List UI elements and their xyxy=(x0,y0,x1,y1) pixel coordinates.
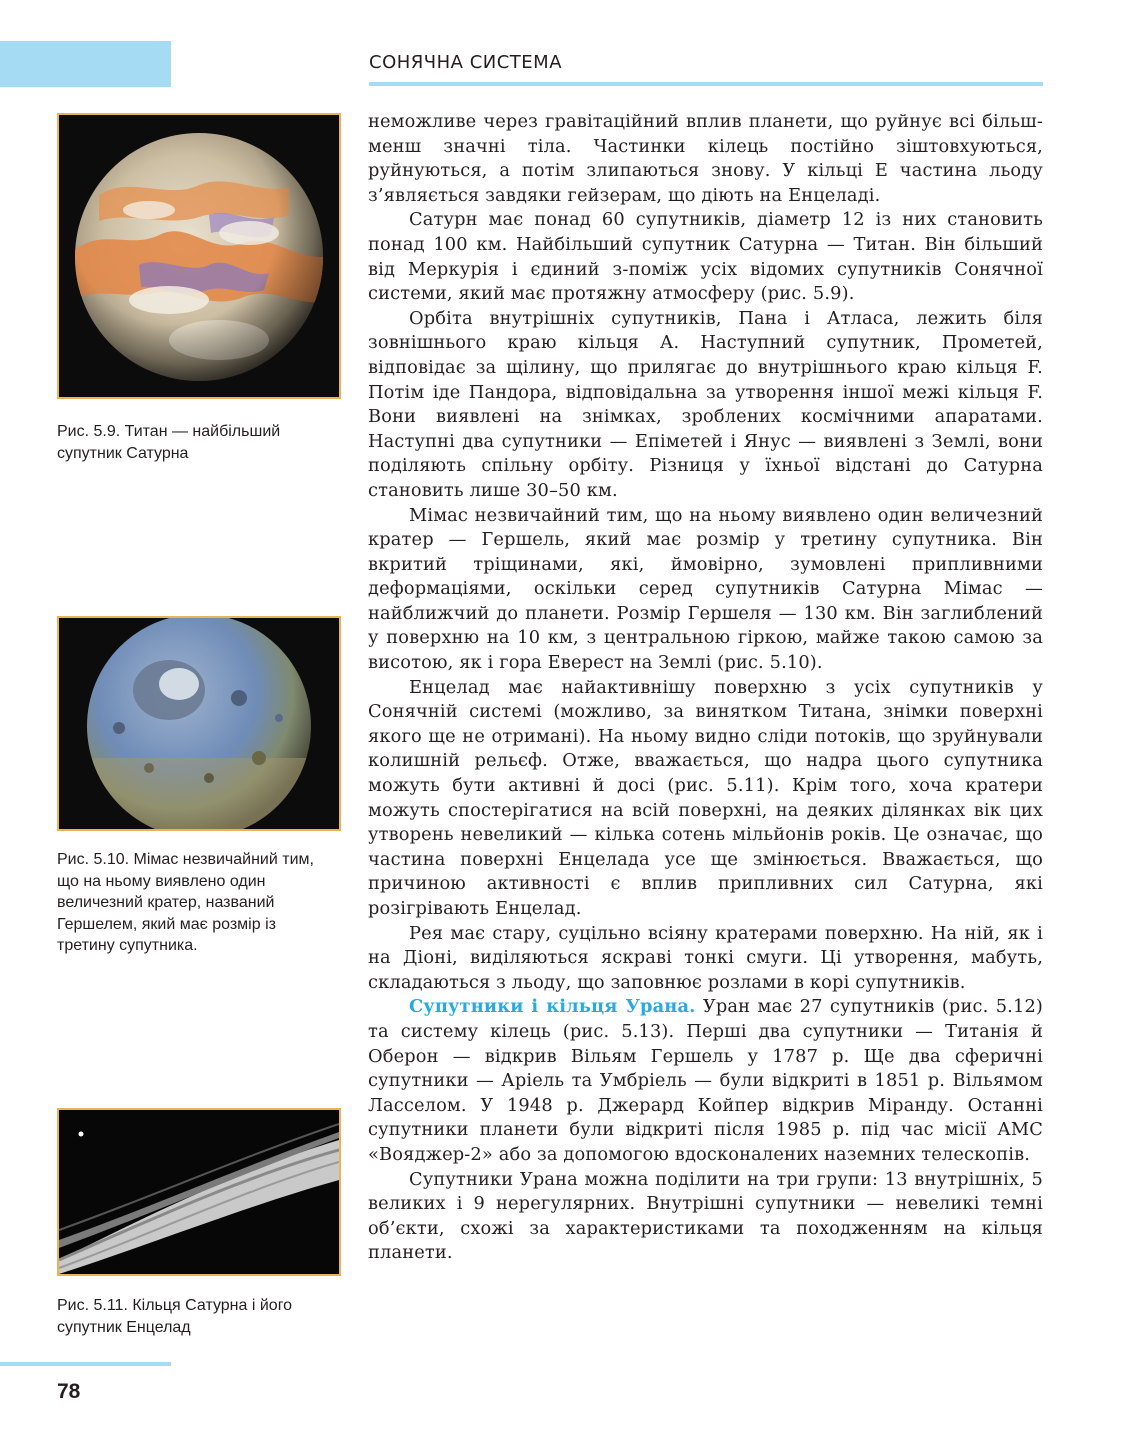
uranus-heading: Супутники і кільця Урана. xyxy=(409,996,696,1018)
main-text xyxy=(368,110,1043,1266)
paragraph: неможливе через гравітаційний вплив планети, що руйнує всі більш-менш значні тіла. Частинки кілець постійно зіштовхуються, руйнуються, а потім злипаються знову. У кільці Е частина льоду з’являється завдяки гейзерам, що діють на Енцеладі. xyxy=(368,111,1043,206)
uranus-paragraph xyxy=(368,995,1043,1167)
paragraph: Рея має стару, суцільно всіяну кратерами поверхню. На ній, як і на Діоні, виділяються яскраві тонкі смуги. Ці утворення, мабуть, складаються з льоду, що заповнює розлами в корі супутників. xyxy=(368,922,1043,993)
paragraph: Сатурн має понад 60 супутників, діаметр 12 із них становить понад 100 км. Найбільший супутник Сатурна — Титан. Він більший від Меркурія і єдиний з-поміж усіх відомих супутників Сонячної системи, який має протяжну атмосферу (рис. 5.9). xyxy=(368,209,1043,305)
footer-rule xyxy=(0,1362,171,1366)
paragraph: Мімас незвичайний тим, що на ньому виявлено один величезний кратер — Гершель, який має розмір у третину супутника. Він вкритий тріщинами, які, ймовірно, зумовлені припливними деформаціями, оскільки серед супутників Сатурна Мімас — найближчий до планети. Розмір Гершеля — 130 км. Він заглиблений у поверхню на 10 км, з центральною гіркою, майже такою самою за висотою, як і гора Еверест на Землі (рис. 5.10). xyxy=(368,504,1043,674)
titan-image xyxy=(57,113,341,399)
uranus-paragraph-text: Уран має 27 супутників (рис. 5.12) та систему кілець (рис. 5.13). Перші два супутники — Титанія й Оберон — відкрив Вільям Гершель у 1787 р. Ще два сферичні супутники — Аріель та Умбріель — були відкриті в 1851 р. Вільямом Ласселом. У 1948 р. Джерард Койпер відкрив Міранду. Останні супутники планети були відкриті після 1985 р. під час місії АМС «Вояджер-2» або за допомогою вдосконалених наземних телескопів. xyxy=(368,996,1044,1165)
paragraph: Орбіта внутрішніх супутників, Пана і Атласа, лежить біля зовнішнього краю кільця А. Наступний супутник, Прометей, відповідає за щілину, що прилягає до внутрішнього краю кільця F. Потім іде Пандора, відповідальна за утворення іншої межі кільця F. Вони виявлені на знімках, зроблених космічними апаратами. Наступні два супутники — Епіметей і Янус — виявлені з Землі, вони поділяють спільну орбіту. Різниця у їхньої відстані до Сатурна становить лише 30–50 км. xyxy=(368,307,1043,501)
figure-caption: Рис. 5.10. Мімас незвичайний тим, що на ньому виявлено один величезний кратер, названий Гершелем, який має розмір із третину супутника. xyxy=(57,851,314,954)
header-rule xyxy=(369,82,1043,86)
saturn-rings-image xyxy=(57,1108,341,1276)
mimas-image xyxy=(57,616,341,831)
paragraph: Енцелад має найактивнішу поверхню з усіх супутників у Сонячній системі (можливо, за винятком Титана, знімки поверхні якого ще не отримані). На ньому видно сліди потоків, що зруйнували колишній рельєф. Отже, вважається, що надра цього супутника можуть бути активні й досі (рис. 5.11). Крім того, хоча кратери можуть спостерігатися на всій поверхні, на деяких ділянках вік цих утворень невеликий — кілька сотень мільйонів років. Це означає, що частина поверхні Енцелада усе ще змінюється. Вважається, що причиною активності є вплив припливних сил Сатурна, які розігрівають Енцелад. xyxy=(368,676,1043,919)
section-title: СОНЯЧНА СИСТЕМА xyxy=(369,52,563,73)
figure-caption: Рис. 5.9. Титан — найбільший супутник Сатурна xyxy=(57,423,281,462)
header-tab-decoration xyxy=(0,41,171,87)
page-number: 78 xyxy=(57,1380,81,1403)
paragraph: Супутники Урана можна поділити на три групи: 13 внутрішніх, 5 великих і 9 нерегулярних. Внутрішні супутники — невеликі темні об’єкти, схожі за характеристиками та походженням на кільця планети. xyxy=(368,1168,1043,1264)
figure-caption: Рис. 5.11. Кільця Сатурна і його супутник Енцелад xyxy=(57,1297,293,1336)
